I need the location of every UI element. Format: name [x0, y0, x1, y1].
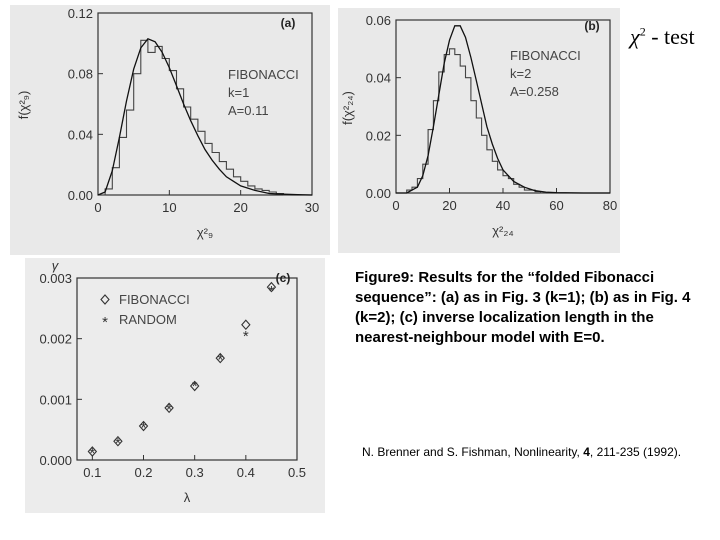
y-axis-label: γ — [51, 258, 59, 273]
x-tick-label: 40 — [495, 198, 511, 213]
chart-panel-b — [338, 8, 620, 253]
x-tick-label: 0 — [392, 198, 400, 213]
legend-text: k=1 — [228, 85, 250, 100]
y-tick-label: 0.08 — [67, 66, 93, 82]
x-tick-label: 0.4 — [236, 465, 255, 480]
panel-label: (b) — [584, 19, 600, 33]
y-axis-label: f(χ²₉) — [16, 90, 31, 120]
legend-text: FIBONACCI — [228, 67, 299, 82]
y-tick-label: 0.001 — [39, 392, 72, 408]
legend-marker-asterisk: * — [102, 314, 108, 331]
legend-text: k=2 — [510, 66, 532, 81]
data-point-random: * — [191, 377, 198, 395]
data-point-random: * — [115, 434, 121, 452]
y-tick-label: 0.12 — [67, 6, 93, 21]
x-axis-label: χ²₂₄ — [492, 223, 514, 238]
chart-panel-c — [25, 258, 325, 513]
data-point-random: * — [242, 328, 249, 346]
x-tick-label: 0.1 — [83, 465, 102, 480]
chart-panel-a — [10, 5, 330, 255]
reference-citation: N. Brenner and S. Fishman, Nonlinearity, 4, 211-235 (1992). — [362, 445, 682, 459]
y-tick-label: 0.00 — [67, 188, 93, 203]
x-tick-label: 10 — [162, 200, 177, 215]
legend-text: FIBONACCI — [510, 48, 581, 63]
x-tick-label: 0.3 — [185, 465, 204, 480]
data-point-random: * — [140, 419, 147, 437]
x-axis-label: λ — [183, 490, 191, 505]
x-tick-label: 30 — [304, 200, 320, 215]
data-point-random: * — [89, 445, 96, 463]
legend-text: A=0.11 — [228, 103, 269, 118]
y-tick-label: 0.002 — [39, 331, 72, 347]
data-point-random: * — [268, 283, 275, 301]
y-tick-label: 0.04 — [67, 127, 93, 143]
y-tick-label: 0.003 — [39, 271, 72, 286]
x-tick-label: 20 — [233, 200, 248, 215]
y-tick-label: 0.02 — [365, 128, 391, 144]
x-tick-label: 0.5 — [287, 465, 307, 480]
y-axis-label: f(χ²₂₄) — [340, 91, 355, 125]
legend-text: RANDOM — [119, 312, 177, 327]
x-tick-label: 0.2 — [134, 465, 153, 480]
panel-label: (c) — [275, 271, 291, 285]
x-tick-label: 80 — [602, 198, 618, 213]
y-tick-label: 0.06 — [365, 13, 391, 28]
x-tick-label: 0 — [94, 200, 102, 215]
data-point-random: * — [217, 351, 224, 369]
figure-caption: Figure9: Results for the “folded Fibonacci sequence”: (a) as in Fig. 3 (k=1); (b) as in Fig. 4 (k=2); (c) inverse localization length in the nearest-neighbour model with E=0. — [355, 269, 691, 346]
data-point-random: * — [166, 401, 173, 419]
x-axis-label: χ²₉ — [196, 225, 214, 240]
panel-label: (a) — [280, 16, 296, 30]
x-tick-label: 60 — [549, 198, 564, 213]
y-tick-label: 0.000 — [39, 453, 72, 468]
legend-text: FIBONACCI — [119, 292, 190, 307]
y-tick-label: 0.04 — [365, 70, 391, 86]
legend-text: A=0.258 — [510, 84, 559, 99]
chi-square-test-title: $\chi^2$ - test — [630, 24, 695, 49]
y-tick-label: 0.00 — [365, 186, 391, 201]
x-tick-label: 20 — [442, 198, 457, 213]
